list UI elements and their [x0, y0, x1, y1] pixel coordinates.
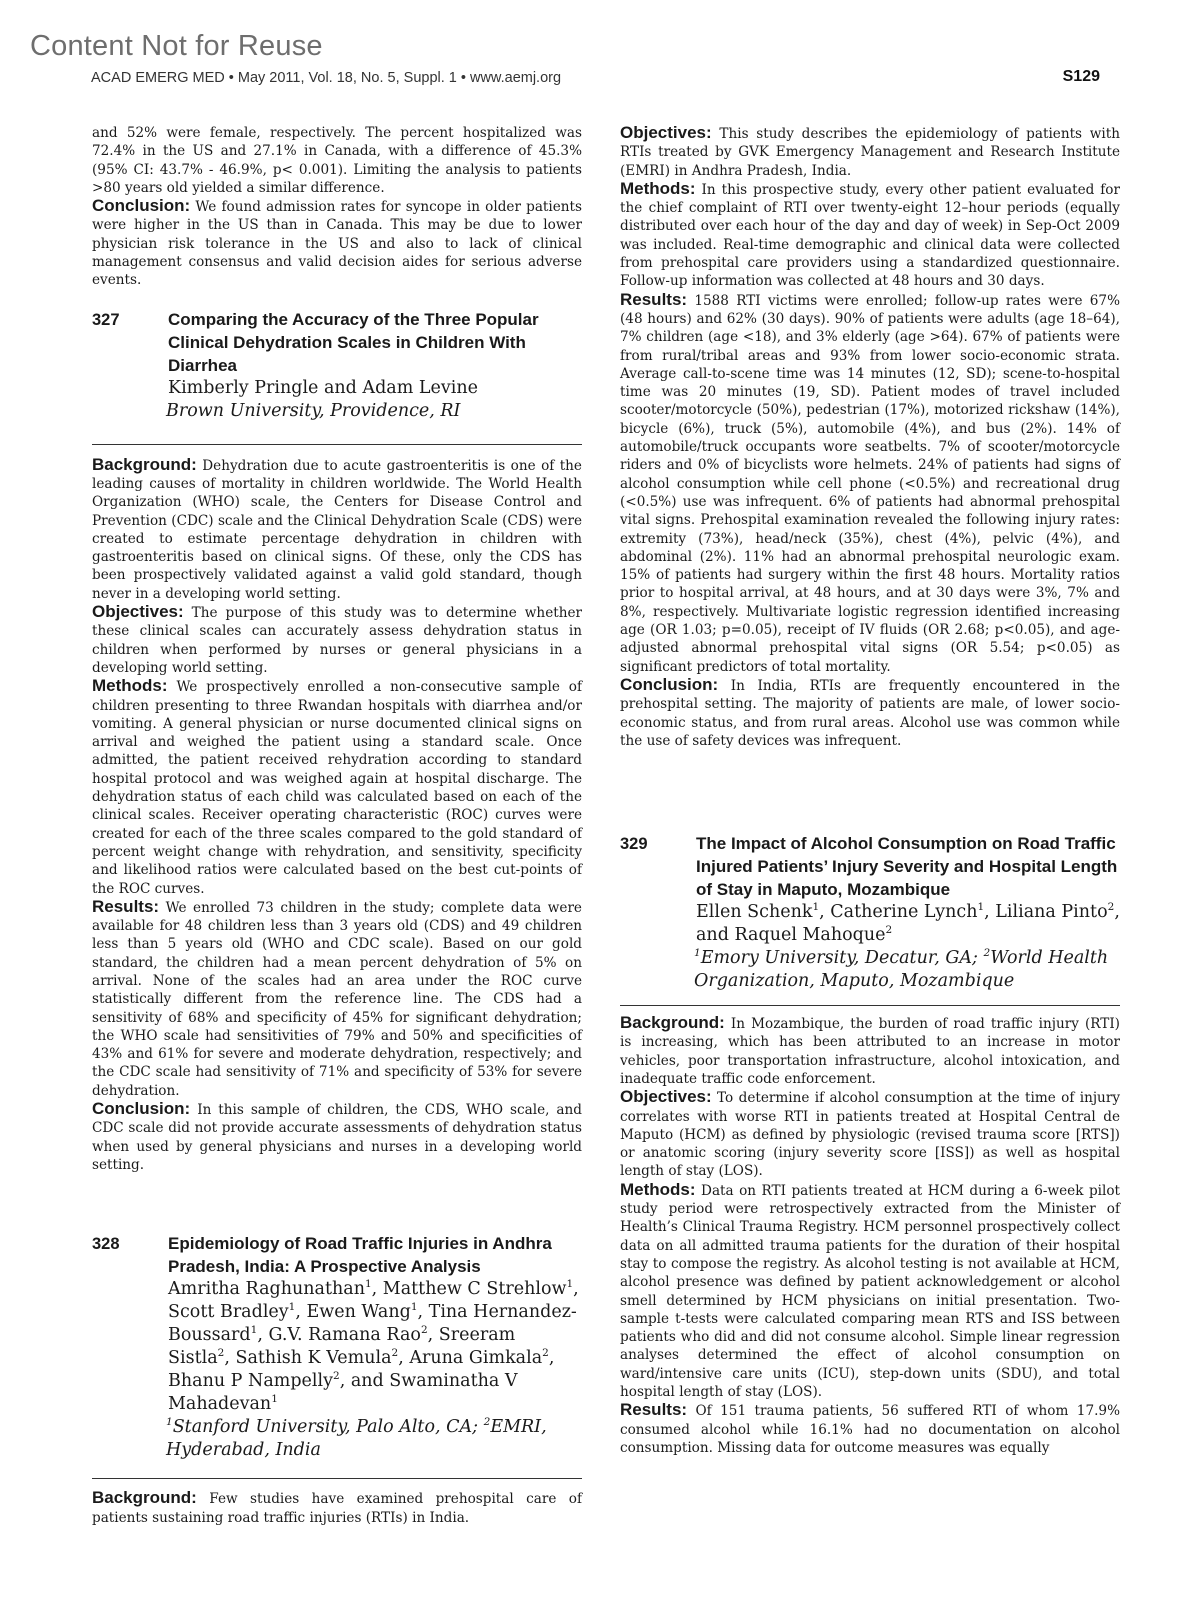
abstract-328-header: [92, 1232, 582, 1462]
author: Liliana Pinto$^2$, and: [696, 901, 1120, 946]
abstract-title: Comparing the Accuracy of the Three Popular Clinical Dehydration Scales in Children With Diarrhea: [168, 309, 539, 375]
author: G.V. Ramana Rao$^2$,: [268, 1324, 439, 1346]
abstract-affiliation: Brown University, Providence, RI: [166, 400, 461, 421]
section-label: Objectives:: [620, 123, 712, 142]
section-text: In this prospective study, every other patient evaluated for the chief complaint of RTI over twenty-eight 12–hour periods (equally distributed over each hour of the day and day of week) in Sep-Oct 2009 was included. Real-time demographic and clinical data were collected from prehospital care providers using a standardized questionnaire. Follow-up information was collected at 48 hours and 30 days.: [620, 181, 1120, 290]
abstract-328-background: [92, 1489, 582, 1527]
abstract-327-methods: [92, 677, 582, 898]
abstract-authors: [168, 1278, 582, 1416]
author: Sathish K Vemula$^2$,: [235, 1347, 410, 1369]
section-label: Background:: [92, 454, 197, 474]
abstract-number: 327: [92, 310, 120, 329]
author: Tina Hernandez-Boussard$^1$,: [168, 1302, 577, 1346]
section-label: Conclusion:: [620, 674, 719, 694]
running-head: ACAD EMERG MED • May 2011, Vol. 18, No. 5, Suppl. 1 • www.aemj.org: [91, 70, 562, 86]
abstract-title: Epidemiology of Road Traffic Injuries in Andhra Pradesh, India: A Prospective Analysis: [168, 1234, 552, 1277]
section-text: 1588 RTI victims were enrolled; follow-up rates were 67% (48 hours) and 62% (30 days). 90% of patients were adults (age 18–64), 7% children (age <18), and 3% elderly (age >64). 67% of patients were from rural/tribal areas and 93% from lower socio-economic strata. Average call-to-scene time was 14 minutes (12, SD); scene-to-hospital time was 20 minutes (19, SD). Patient modes of travel included scooter/motorcycle (50%), pedestrian (17%), motorized rickshaw (14%), bicycle (6%), truck (5%), automobile (4%), and bus (2%). 14% of automobile/truck occupants wore seatbelts. 7% of scooter/motorcycle riders and 0% of bicyclists wore helmets. 24% of patients had signs of alcohol consumption while cell phone (<0.5%) and recreational drug (<0.5%) use was infrequent. 6% of patients had abnormal prehospital vital signs. Prehospital examination revealed the following injury rates: extremity (73%), head/neck (35%), chest (4%), pelvic (4%), and abdominal (2%). 11% had an abnormal prehospital neurologic exam. 15% of patients had surgery within the first 48 hours. Mortality ratios prior to hospital arrival, at 48 hours, and at 30 days were 3%, 7% and 8%, respectively. Multivariate logistic regression identified increasing age (OR 1.03; p=0.05), receipt of IV fluids (OR 2.68; p<0.05), and age-adjusted abnormal prehospital vital signs (OR 5.54; p<0.05) as significant predictors of total mortality.: [620, 292, 1120, 675]
section-text: This study describes the epidemiology of patients with RTIs treated by GVK Emergency Management and Research Institute (EMRI) in Andhra Pradesh, India.: [620, 126, 1120, 179]
abstract-affiliation: $^1$Stanford University, Palo Alto, CA; $^2$EMRI, Hyderabad, India: [166, 1416, 547, 1461]
divider: [620, 1005, 1120, 1006]
abstract-329-objectives: [620, 1088, 1120, 1180]
abstract-number: 328: [92, 1235, 120, 1254]
author: Bhanu P Nampelly$^2$, and: [168, 1370, 390, 1392]
abstract-authors: Kimberly Pringle and Adam Levine: [168, 377, 478, 398]
author: Ellen Schenk$^1$,: [696, 901, 831, 923]
author: Ewen Wang$^1$,: [306, 1301, 429, 1323]
section-label: Background:: [620, 1013, 725, 1033]
section-text: We prospectively enrolled a non-consecutive sample of children presenting to three Rwandan hospitals with diarrhea and/or vomiting. A general physician or nurse documented clinical signs on arrival and weighed the patient using a standard scale. Once admitted, the patient received rehydration according to standard hospital protocol and was weighed again at hospital discharge. The dehydration status of each child was calculated based on each of the clinical scales. Receiver operating characteristic (ROC) curves were created for each of the three scales compared to the gold standard of percent weight change with rehydration, and sensitivity, specificity and likelihood ratios were calculated based on the best cut-points of the ROC curves.: [92, 679, 582, 897]
section-text: Of 151 trauma patients, 56 suffered RTI of whom 17.9% consumed alcohol while 16.1% had no documentation on alcohol consumption. Missing data for outcome measures was equally: [620, 1403, 1120, 1456]
continued-text: and 52% were female, respectively. The percent hospitalized was 72.4% in the US and 27.1% in Canada, with a difference of 45.3% (95% CI: 43.7% - 46.9%, p< 0.001). Limiting the analysis to patients >80 years old yielded a similar difference.: [92, 125, 582, 196]
author: Raquel Mahoque$^2$: [734, 924, 893, 946]
section-label: Results:: [620, 289, 688, 309]
abstract-328-results: [620, 291, 1120, 676]
abstract-328-conclusion: [620, 676, 1120, 750]
continued-conclusion: [92, 197, 582, 289]
section-text: Few studies have examined prehospital care of patients sustaining road traffic injuries (RTIs) in India.: [92, 1491, 582, 1526]
section-text: In this sample of children, the CDS, WHO scale, and CDC scale did not provide accurate assessments of dehydration status when used by general physicians and nurses in a developing world setting.: [92, 1102, 582, 1173]
section-label: Methods:: [92, 676, 168, 696]
abstract-329-background: [620, 1014, 1120, 1088]
section-label: Results:: [92, 896, 160, 916]
section-label: Conclusion:: [92, 1099, 191, 1119]
abstract-328-objectives: [620, 124, 1120, 180]
section-text: To determine if alcohol consumption at the time of injury correlates with worse RTI in patients treated at Hospital Central de Maputo (HCM) as defined by physiologic (revised trauma score [RTS]) or anatomic scoring (injury severity score [ISS]) as well as hospital length of stay (LOS).: [620, 1090, 1120, 1180]
divider: [92, 1478, 582, 1479]
abstract-number: 329: [620, 835, 648, 854]
section-text: Data on RTI patients treated at HCM during a 6-week pilot study period were retrospectively extracted from the Minister of Health’s Clinical Trauma Registry. HCM personnel prospectively collect data on all admitted trauma patients for the duration of their hospital stay to compose the registry. As alcohol testing is not available at HCM, alcohol presence was defined by patient acknowledgement or alcohol smell determined by HCM physicians on initial presentation. Two-sample t-tests were calculated comparing mean RTS and ISS between patients who did and did not consume alcohol. Simple linear regression analyses determined the effect of alcohol consumption on ward/intensive care units (ICU), step-down units (SDU), and total hospital length of stay (LOS).: [620, 1182, 1120, 1401]
section-text: In India, RTIs are frequently encountered in the prehospital setting. The majority of patients are male, of lower socio-economic status, and from rural areas. Alcohol use was common while the use of safety devices was infrequent.: [620, 677, 1120, 749]
author: Swaminatha V Mahadevan$^1$: [168, 1371, 518, 1415]
watermark: Content Not for Reuse: [30, 30, 323, 62]
abstract-affiliation: $^1$Emory University, Decatur, GA; $^2$World Health Organization, Maputo, Mozambique: [694, 947, 1109, 992]
abstract-329-methods: [620, 1181, 1120, 1402]
author: Aruna Gimkala$^2$,: [409, 1347, 555, 1369]
section-text: Dehydration due to acute gastroenteritis is one of the leading causes of mortality in children worldwide. The World Health Organization (WHO) scale, the Centers for Disease Control and Prevention (CDC) scale and the Clinical Dehydration Scale (CDS) were created to estimate percentage dehydration in children with gastroenteritis based on clinical signs. Of these, only the CDS has been prospectively validated against a valid gold standard, though never in a developing world setting.: [92, 457, 582, 602]
abstract-327-background: [92, 456, 582, 603]
abstract-327-conclusion: [92, 1100, 582, 1174]
section-label: Objectives:: [620, 1087, 712, 1107]
section-text: The purpose of this study was to determine whether these clinical scales can accurately assess dehydration status in children when performed by nurses or general physicians in a developing world setting.: [92, 605, 582, 676]
abstract-329-header: [620, 832, 1120, 993]
author: Sreeram Sistla$^2$,: [168, 1325, 516, 1369]
abstract-328-methods: [620, 180, 1120, 291]
page-number: S129: [1062, 68, 1100, 85]
divider: [92, 444, 582, 445]
author: Scott Bradley$^1$,: [168, 1301, 307, 1323]
abstract-327-header: [92, 308, 582, 423]
section-text: We found admission rates for syncope in older patients were higher in the US than in Canada. This may be due to lower physician risk tolerance in the US and also to lack of clinical management consensus and valid decision aides for serious adverse events.: [92, 199, 582, 289]
abstract-authors: [696, 901, 1120, 947]
author: Catherine Lynch$^1$,: [830, 901, 996, 923]
section-label: Objectives:: [92, 602, 184, 622]
section-label: Methods:: [620, 1179, 696, 1199]
section-text: In Mozambique, the burden of road traffic injury (RTI) is increasing, which has been attributed to an increase in motor vehicles, poor transportation infrastructure, alcohol intoxication, and inadequate traffic code enforcement.: [620, 1016, 1120, 1087]
right-column: [620, 124, 1120, 1457]
abstract-329-results: [620, 1401, 1120, 1457]
section-label: Results:: [620, 1400, 688, 1420]
left-column: [92, 124, 582, 1527]
author: Matthew C Strehlow$^1$,: [382, 1278, 579, 1300]
section-label: Conclusion:: [92, 196, 191, 216]
section-text: We enrolled 73 children in the study; complete data were available for 48 children less than 3 years old (CDS) and 49 children less than 5 years old (WHO and CDC scale). Based on our gold standard, the children had a mean percent dehydration of 5% on arrival. None of the scales had an area under the ROC curve statistically different from the reference line. The CDS had a sensitivity of 68% and specificity of 45% for significant dehydration; the WHO scale had sensitivities of 79% and 50% and specificities of 43% and 61% for severe and moderate dehydration, respectively; and the CDC scale had sensitivity of 71% and specificity of 53% for severe dehydration.: [92, 899, 582, 1099]
section-label: Background:: [92, 1488, 197, 1508]
abstract-327-objectives: [92, 603, 582, 677]
abstract-title: The Impact of Alcohol Consumption on Road Traffic Injured Patients’ Injury Severity and Hospital Length of Stay in Maputo, Mozambique: [696, 834, 1118, 900]
author: Amritha Raghunathan$^1$,: [168, 1278, 383, 1300]
section-label: Methods:: [620, 178, 696, 198]
abstract-327-results: [92, 898, 582, 1100]
